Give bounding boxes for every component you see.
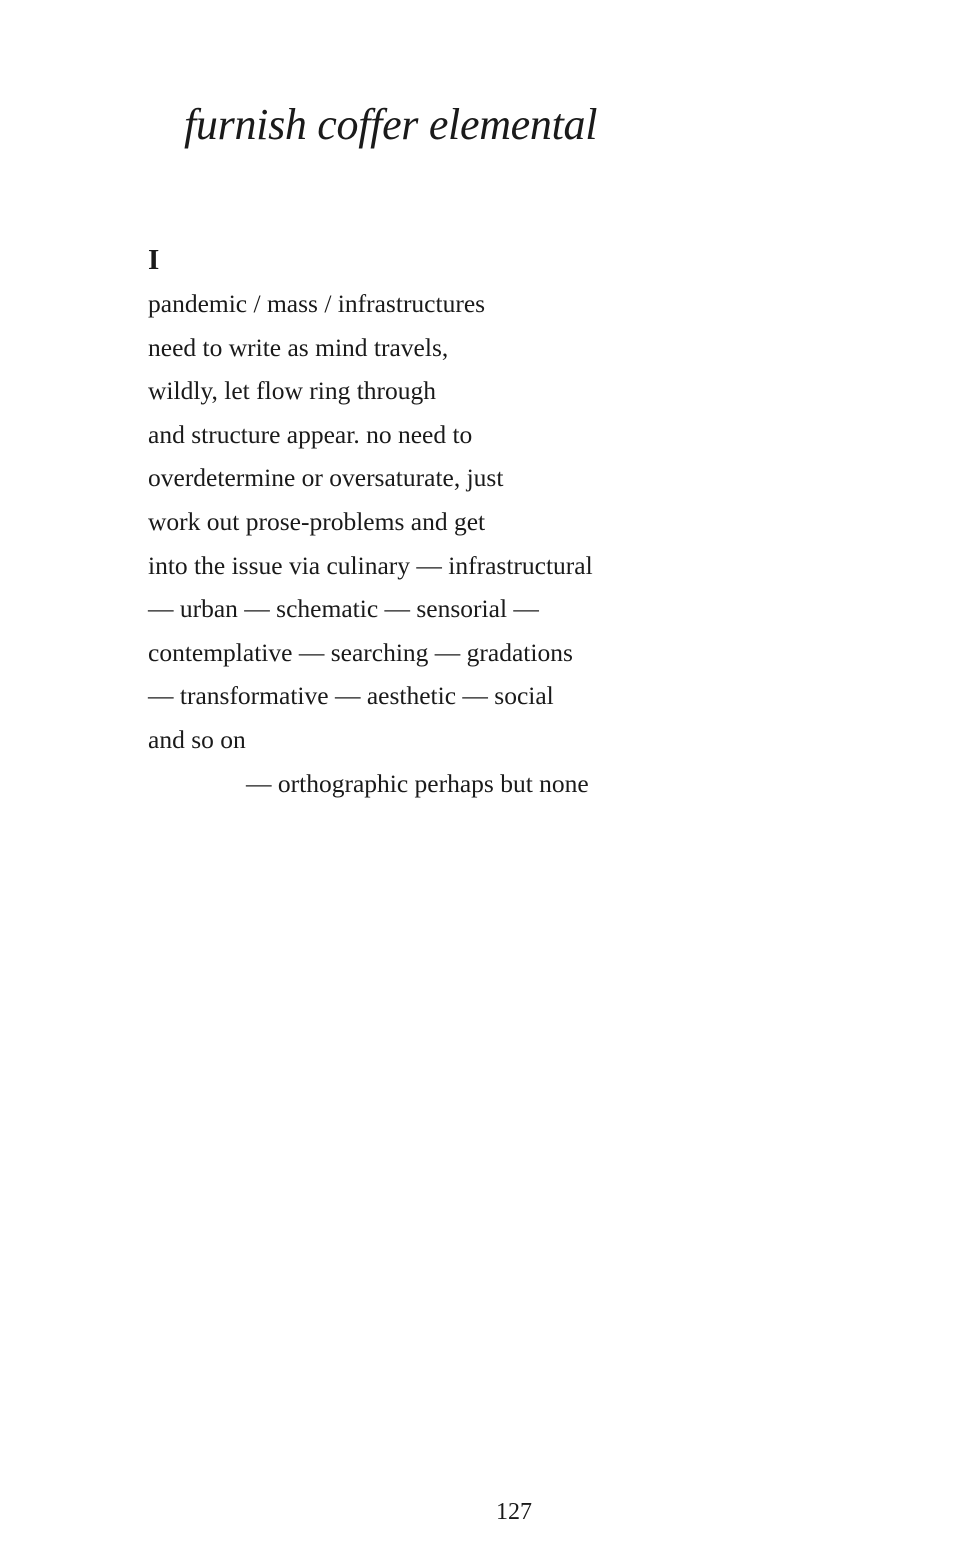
poem-line: need to write as mind travels,	[148, 332, 449, 362]
poem-line-indented: — orthographic perhaps but none	[246, 768, 589, 798]
poem-line: wildly, let flow ring through	[148, 376, 437, 406]
poem-line: into the issue via culinary — infrastructural	[148, 550, 593, 580]
poem-body	[148, 282, 593, 805]
poem-line: and structure appear. no need to	[148, 419, 473, 449]
poem-line: — transformative — aesthetic — social	[148, 681, 554, 711]
page-number: 127	[496, 1499, 532, 1525]
section-number: I	[148, 244, 160, 276]
poem-line: contemplative — searching — gradations	[148, 637, 573, 667]
poem-line: overdetermine or oversaturate, just	[148, 463, 504, 493]
poem-title: furnish coffer elemental	[184, 100, 598, 149]
poem-line: work out prose-problems and get	[148, 506, 486, 536]
poem-line: — urban — schematic — sensorial —	[148, 594, 539, 624]
poem-line: and so on	[148, 724, 246, 754]
poem-line: pandemic / mass / infrastructures	[148, 289, 486, 318]
